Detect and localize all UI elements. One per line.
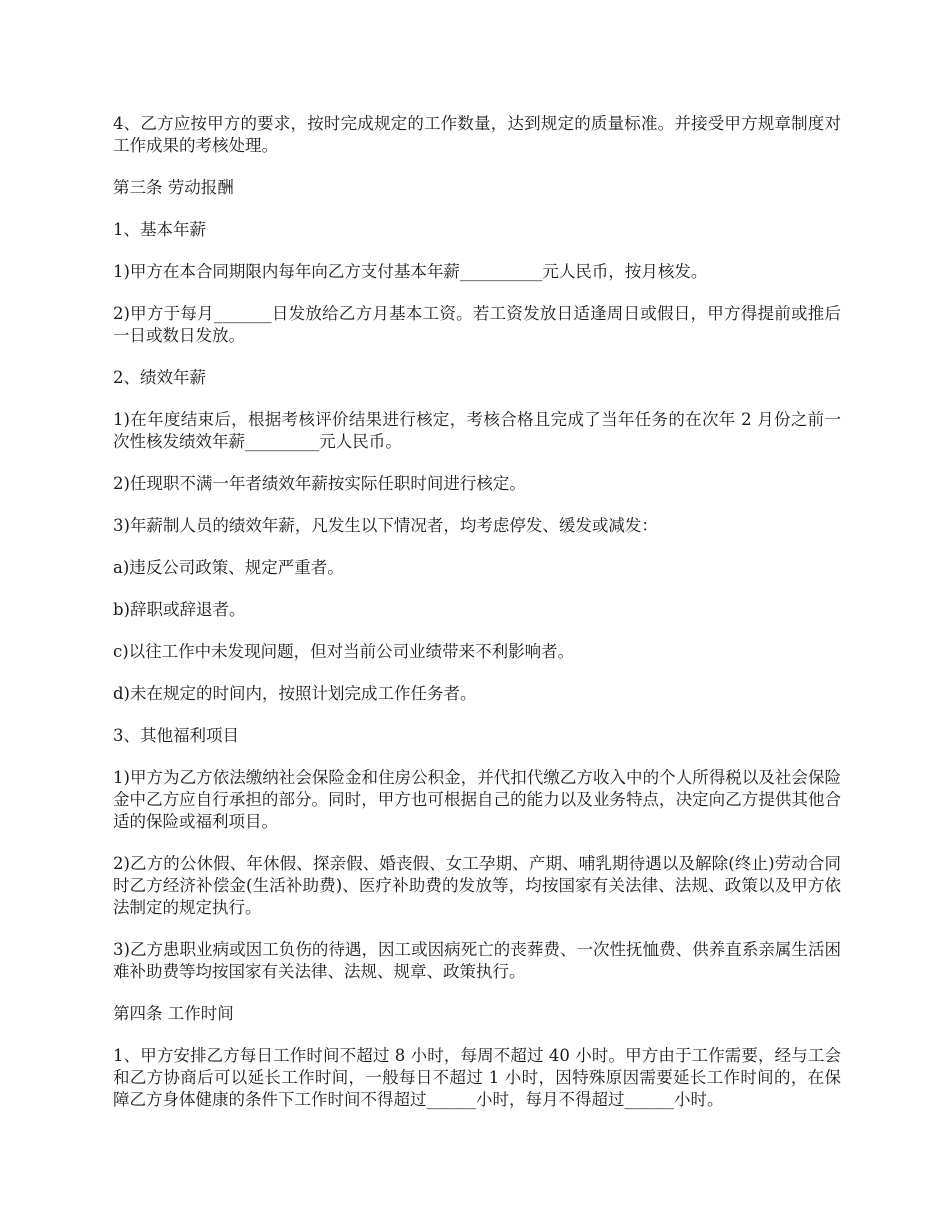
- document-body: [113, 113, 841, 1131]
- paragraph-working-hours-1: 1、甲方安排乙方每日工作时间不超过 8 小时，每周不超过 40 小时。甲方由于工作需要，经与工会和乙方协商后可以延长工作时间，一般每日不超过 1 小时，因特殊原因需要延长工作时间的，在保障乙方身体健康的条件下工作时间不得超过______小时，每月不得超过______小时。: [113, 1046, 841, 1109]
- list-item-d: d)未在规定的时间内，按照计划完成工作任务者。: [113, 684, 477, 703]
- paragraph-basic-salary-2: 2)甲方于每月_______日发放给乙方月基本工资。若工资发放日适逢周日或假日，甲方得提前或推后一日或数日发放。: [113, 304, 841, 345]
- paragraph-benefits-1: 1)甲方为乙方依法缴纳社会保险金和住房公积金，并代扣代缴乙方收入中的个人所得税以及社会保险金中乙方应自行承担的部分。同时，甲方也可根据自己的能力以及业务特点，决定向乙方提供其他合适的保险或福利项目。: [113, 768, 841, 831]
- list-item-c: c)以往工作中未发现问题，但对当前公司业绩带来不利影响者。: [113, 642, 575, 661]
- paragraph-clause-4: 4、乙方应按甲方的要求，按时完成规定的工作数量，达到规定的质量标准。并接受甲方规章制度对工作成果的考核处理。: [113, 114, 841, 155]
- article-3-heading: 第三条 劳动报酬: [113, 178, 234, 197]
- paragraph-performance-3: 3)年薪制人员的绩效年薪，凡发生以下情况者，均考虑停发、缓发或减发：: [113, 516, 658, 535]
- paragraph-basic-salary-1: 1)甲方在本合同期限内每年向乙方支付基本年薪__________元人民币，按月核发。: [113, 262, 708, 281]
- section-other-benefits: 3、其他福利项目: [113, 726, 239, 745]
- section-basic-salary: 1、基本年薪: [113, 220, 206, 239]
- list-item-b: b)辞职或辞退者。: [113, 600, 246, 619]
- paragraph-benefits-2: 2)乙方的公休假、年休假、探亲假、婚丧假、女工孕期、产期、哺乳期待遇以及解除(终止)劳动合同时乙方经济补偿金(生活补助费)、医疗补助费的发放等，均按国家有关法律、法规、政策以及甲方依法制定的规定执行。: [113, 854, 841, 917]
- paragraph-benefits-3: 3)乙方患职业病或因工负伤的待遇，因工或因病死亡的丧葬费、一次性抚恤费、供养直系亲属生活困难补助费等均按国家有关法律、法规、规章、政策执行。: [113, 940, 841, 981]
- paragraph-performance-2: 2)任现职不满一年者绩效年薪按实际任职时间进行核定。: [113, 474, 526, 493]
- section-performance-salary: 2、绩效年薪: [113, 368, 206, 387]
- article-4-heading: 第四条 工作时间: [113, 1004, 234, 1023]
- paragraph-performance-1: 1)在年度结束后，根据考核评价结果进行核定，考核合格且完成了当年任务的在次年 2 月份之前一次性核发绩效年薪_________元人民币。: [113, 410, 841, 451]
- list-item-a: a)违反公司政策、规定严重者。: [113, 558, 344, 577]
